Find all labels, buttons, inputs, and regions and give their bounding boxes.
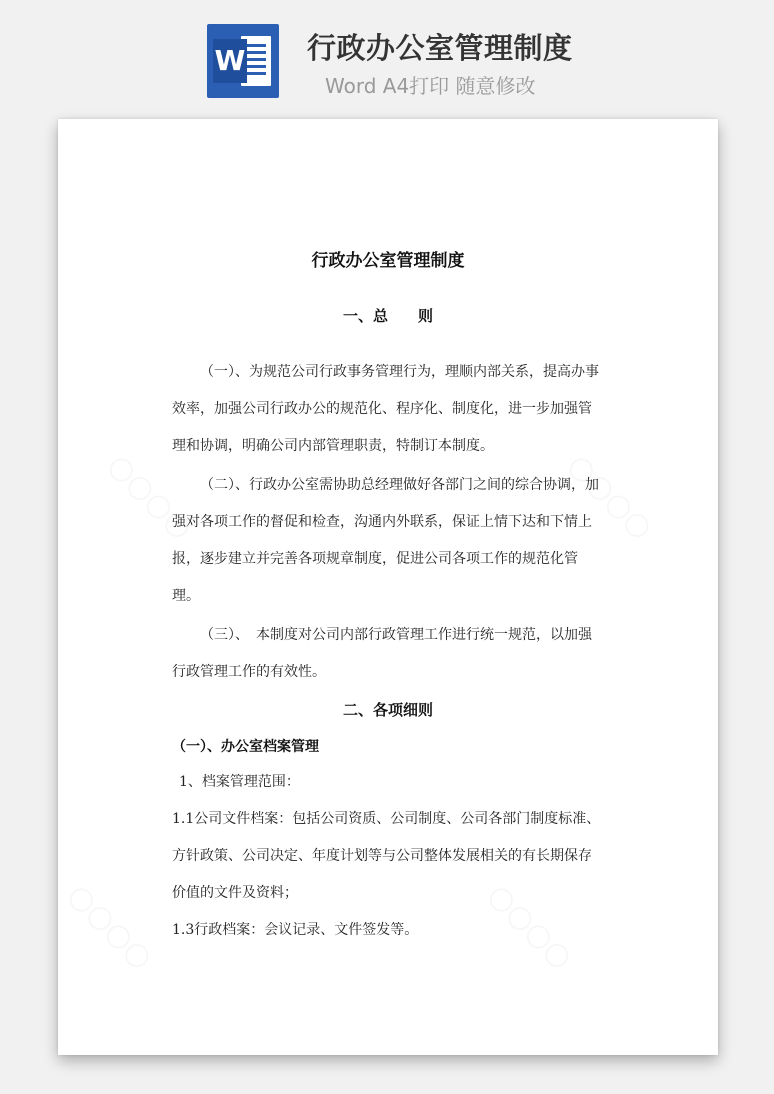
document-page [58, 119, 718, 1055]
preview-header [0, 0, 774, 110]
document-title: 行政办公室管理制度 [311, 251, 465, 271]
app-subtitle: Word A4打印 随意修改 [325, 74, 536, 98]
paragraph: （一）、为规范公司行政事务管理行为，理顺内部关系，提高办事效率，加强公司行政办公的规范化、程序化、制度化，进一步加强管理和协调，明确公司内部管理职责，特制订本制度。 [172, 364, 599, 454]
list-item: 1.1公司文件档案：包括公司资质、公司制度、公司各部门制度标准、方针政策、公司决定、年度计划等与公司整体发展相关的有长期保存价值的文件及资料； [172, 811, 601, 901]
watermark-decoration [61, 877, 160, 976]
app-title: 行政办公室管理制度 [307, 31, 573, 65]
word-letter-icon: W [213, 39, 247, 83]
paragraph: （三）、 本制度对公司内部行政管理工作进行统一规范，以加强行政管理工作的有效性。 [172, 627, 592, 680]
word-icon [207, 24, 279, 98]
subsection-heading: （一）、办公室档案管理 [172, 739, 319, 755]
section-heading: 一、总 则 [342, 307, 433, 325]
list-item: 1.3行政档案：会议记录、文件签发等。 [172, 922, 419, 938]
list-item: 1、档案管理范围： [179, 774, 300, 790]
paragraph: （二）、行政办公室需协助总经理做好各部门之间的综合协调，加强对各项工作的督促和检查，沟通内外联系，保证上情下达和下情上报，逐步建立并完善各项规章制度，促进公司各项工作的规范化管理。 [172, 477, 599, 604]
section-heading: 二、各项细则 [342, 701, 433, 719]
